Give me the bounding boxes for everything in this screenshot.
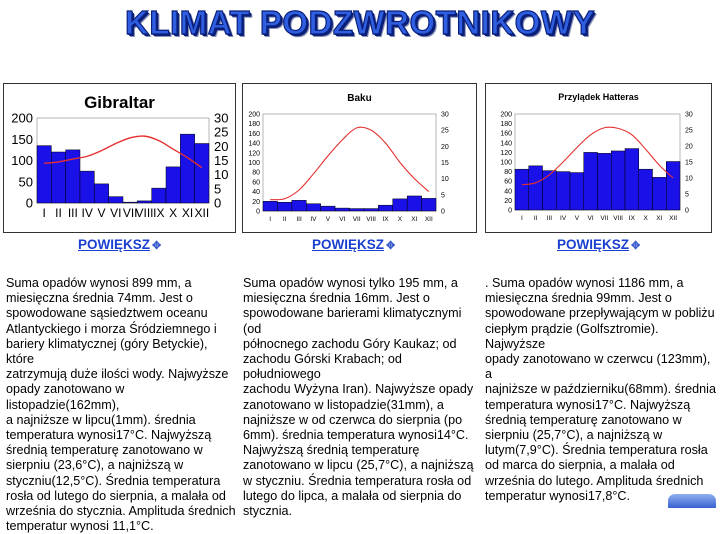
precip-bar — [570, 173, 584, 210]
description-line: lutym(7,9°C). Średnia temperatura rosła — [485, 443, 708, 458]
x-tick-label: III — [546, 215, 553, 222]
description-line: Atlantyckiego i morza Śródziemnego i — [6, 321, 217, 336]
left-tick-label: 0 — [25, 195, 33, 211]
description-line: średnią temperaturę zanotowano w — [485, 412, 682, 427]
description-line: Suma opadów wynosi tylko 195 mm, a — [243, 276, 458, 290]
left-tick-label: 140 — [500, 140, 512, 148]
left-tick-label: 60 — [252, 179, 260, 187]
description-line: miesięczna średnia 74mm. Jest o — [6, 291, 193, 306]
precip-bar — [378, 205, 392, 211]
precip-bar — [598, 153, 612, 210]
chart-title: Przylądek Hatteras — [558, 92, 639, 102]
temperature-line — [270, 127, 429, 200]
description-line: temperatur wynosi17,8°C. — [485, 488, 631, 503]
precip-bar — [364, 209, 378, 211]
page-title: KLIMAT PODZWROTNIKOWY — [125, 4, 595, 41]
precip-bar — [350, 209, 364, 211]
precip-bar — [152, 188, 166, 203]
x-tick-label: XII — [669, 215, 678, 222]
description-line: opady zanotowano w listopadzie(162mm), — [6, 382, 125, 412]
chart-svg — [486, 84, 711, 232]
right-tick-label: 10 — [685, 175, 693, 183]
description-line: sierpniu (23,6°C), a najniższą w — [6, 458, 184, 473]
x-tick-label: IX — [153, 206, 165, 220]
right-tick-label: 25 — [441, 127, 449, 135]
x-tick-label: V — [325, 216, 331, 223]
description-line: . Suma opadów wynosi 1186 mm, a — [485, 276, 684, 290]
description-line: temperatura wynosi17°C. Najwyższą — [6, 428, 212, 443]
precip-bar — [37, 146, 51, 203]
x-tick-label: VII — [600, 215, 609, 222]
x-tick-label: VI — [339, 216, 346, 223]
description-line: opady zanotowano w czerwcu (123mm), a — [485, 352, 711, 382]
description-line: sierpniu (25,7°C), a najniższą w — [485, 428, 663, 443]
x-tick-label: XII — [424, 216, 433, 223]
x-tick-label: IX — [382, 216, 389, 223]
precip-bar — [666, 162, 680, 210]
precip-bar — [306, 204, 320, 211]
x-tick-label: IV — [560, 215, 567, 222]
precip-bar — [195, 144, 209, 204]
right-tick-label: 15 — [214, 153, 229, 169]
zoom-link-label[interactable]: POWIĘKSZ — [312, 237, 385, 252]
right-tick-label: 20 — [441, 143, 449, 151]
magnifier-icon: ✥ — [386, 240, 396, 252]
description-line: spowodowane przepływającym w pobliżu — [485, 306, 715, 321]
x-tick-label: II — [282, 216, 287, 223]
precip-bar — [335, 208, 349, 211]
description-baku — [243, 276, 479, 519]
precip-bar — [123, 202, 137, 203]
right-tick-label: 0 — [441, 208, 445, 216]
chart-svg — [243, 84, 476, 232]
right-tick-label: 25 — [685, 127, 693, 135]
left-tick-label: 100 — [11, 153, 33, 169]
right-tick-label: 5 — [441, 192, 445, 200]
x-tick-label: X — [397, 216, 403, 223]
right-tick-label: 30 — [685, 111, 693, 119]
left-tick-label: 160 — [500, 130, 512, 138]
left-tick-label: 80 — [504, 169, 512, 177]
left-tick-label: 140 — [248, 140, 260, 148]
description-line: spowodowane sąsiedztwem oceanu — [6, 306, 208, 321]
x-tick-label: XI — [181, 206, 194, 220]
x-tick-label: II — [55, 206, 62, 220]
chart-title: Gibraltar — [84, 93, 155, 112]
precip-bar — [584, 152, 598, 210]
x-tick-label: XII — [194, 206, 210, 220]
zoom-link-baku[interactable] — [312, 237, 395, 252]
x-tick-label: I — [269, 216, 272, 223]
chart-title: Baku — [347, 93, 372, 104]
left-tick-label: 200 — [11, 110, 33, 126]
description-line: września do stycznia. Amplituda średnich — [6, 504, 236, 519]
x-tick-label: IV — [310, 216, 317, 223]
zoom-link-label[interactable]: POWIĘKSZ — [78, 237, 151, 252]
description-line: zatrzymują duże ilości wody. Najwyższe — [6, 367, 229, 382]
description-line: styczniu(12,5°C). Średnia temperatura — [6, 473, 221, 488]
x-tick-label: I — [42, 206, 46, 220]
precip-bar — [51, 152, 65, 203]
description-line: od marca do sierpnia, a malała od — [485, 458, 675, 473]
left-tick-label: 160 — [248, 130, 260, 138]
description-hatteras — [485, 276, 717, 504]
precip-bar — [292, 200, 306, 211]
description-line: miesięczna średnia 99mm. Jest o — [485, 291, 672, 306]
left-tick-label: 100 — [248, 159, 260, 167]
climate-chart-baku — [242, 83, 477, 233]
left-tick-label: 40 — [252, 189, 260, 197]
nav-button[interactable] — [668, 494, 716, 508]
description-line: najniższe w od czerwca do sierpnia (po — [243, 412, 463, 427]
left-tick-label: 120 — [500, 149, 512, 157]
x-tick-label: VIII — [135, 206, 154, 220]
x-tick-label: VII — [122, 206, 138, 220]
right-tick-label: 0 — [214, 195, 222, 211]
description-line: lutego do lipca, a malała od sierpnia do — [243, 488, 462, 503]
x-tick-label: III — [296, 216, 302, 223]
magnifier-icon: ✥ — [152, 240, 162, 252]
climate-chart-hatteras — [485, 83, 712, 233]
x-tick-label: V — [97, 206, 106, 220]
precip-bar — [94, 184, 108, 203]
precip-bar — [653, 177, 667, 210]
x-tick-label: X — [643, 215, 648, 222]
x-tick-label: VIII — [613, 215, 624, 222]
precip-bar — [625, 149, 639, 210]
right-tick-label: 20 — [685, 143, 693, 151]
description-line: północnego zachodu Góry Kaukaz; od — [243, 336, 457, 351]
description-line: 6mm). średnia temperatura wynosi14°C. — [243, 428, 469, 443]
precip-bar — [639, 169, 653, 210]
description-line: a najniższe w lipcu(1mm). średnia — [6, 412, 196, 427]
x-tick-label: V — [574, 215, 580, 222]
description-line: w styczniu. Średnia temperatura rosła od — [243, 473, 472, 488]
x-tick-label: XI — [411, 216, 418, 223]
left-tick-label: 20 — [504, 197, 512, 205]
x-tick-label: X — [169, 206, 178, 220]
x-tick-label: I — [520, 215, 523, 222]
right-tick-label: 0 — [685, 207, 689, 215]
description-line: spowodowane barierami klimatycznymi (od — [243, 306, 462, 336]
left-tick-label: 60 — [504, 178, 512, 186]
left-tick-label: 180 — [248, 121, 260, 129]
zoom-link-gibraltar[interactable] — [78, 237, 161, 252]
left-tick-label: 0 — [508, 207, 512, 215]
precip-bar — [277, 202, 291, 211]
x-tick-label: IX — [628, 215, 635, 222]
description-line: zanotowano w lipcu (25,7°C), a najniższą — [243, 458, 474, 473]
description-line: miesięczna średnia 16mm. Jest o — [243, 291, 430, 306]
right-tick-label: 5 — [214, 181, 222, 197]
precip-bar — [80, 171, 94, 203]
left-tick-label: 50 — [18, 174, 33, 190]
x-tick-label: VIII — [366, 216, 377, 223]
x-tick-label: VI — [587, 215, 594, 222]
right-tick-label: 15 — [685, 159, 693, 167]
x-tick-label: II — [533, 215, 538, 222]
x-tick-label: XI — [656, 215, 663, 222]
description-line: bariery klimatycznej (góry Betyckie), które — [6, 336, 208, 367]
right-tick-label: 15 — [441, 159, 449, 167]
left-tick-label: 100 — [500, 159, 512, 167]
precip-bar — [422, 198, 436, 211]
description-line: najniższe w październiku(68mm). średnia — [485, 382, 716, 397]
description-line: września do lutego. Amplituda średnich — [485, 473, 704, 488]
description-line: temperatura wynosi17°C. Najwyższą — [485, 397, 691, 412]
description-line: Najwyższą średnią temperaturę — [243, 443, 420, 458]
precip-bar — [137, 201, 151, 203]
precip-bar — [407, 196, 421, 211]
magnifier-icon: ✥ — [631, 240, 641, 252]
precip-bar — [556, 172, 570, 210]
description-line: zachodu Górski Krabach; od południowego — [243, 352, 402, 382]
chart-svg — [4, 84, 235, 232]
climate-chart-gibraltar — [3, 83, 236, 233]
left-tick-label: 80 — [252, 169, 260, 177]
left-tick-label: 180 — [500, 121, 512, 129]
description-gibraltar — [6, 276, 238, 534]
right-tick-label: 25 — [214, 124, 229, 140]
left-tick-label: 200 — [248, 111, 260, 119]
description-line: stycznia. — [243, 504, 292, 519]
precip-bar — [180, 134, 194, 203]
precip-bar — [529, 166, 543, 210]
right-tick-label: 30 — [441, 111, 449, 119]
precip-bar — [393, 199, 407, 211]
description-line: rosła od lutego do sierpnia, a malała od — [6, 488, 226, 503]
precip-bar — [321, 206, 335, 211]
left-tick-label: 0 — [256, 208, 260, 216]
left-tick-label: 200 — [500, 111, 512, 119]
left-tick-label: 150 — [11, 131, 33, 147]
zoom-link-label[interactable]: POWIĘKSZ — [557, 237, 630, 252]
description-line: średnią temperaturę zanotowano w — [6, 443, 203, 458]
left-tick-label: 120 — [248, 150, 260, 158]
precip-bar — [611, 151, 625, 210]
precip-bar — [263, 201, 277, 211]
precip-bar — [543, 171, 557, 210]
x-tick-label: III — [67, 206, 78, 220]
right-tick-label: 20 — [214, 138, 229, 154]
x-tick-label: VI — [110, 206, 122, 220]
description-line: Suma opadów wynosi 899 mm, a — [6, 276, 192, 290]
description-line: zanotowano w listopadzie(31mm), a — [243, 397, 444, 412]
precip-bar — [109, 197, 123, 203]
left-tick-label: 20 — [252, 198, 260, 206]
description-line: ciepłym prądzie (Golfsztromie). Najwyższe — [485, 321, 659, 351]
description-line: zachodu Wyżyna Iran). Najwyższe opady — [243, 382, 474, 397]
x-tick-label: VII — [352, 216, 361, 223]
right-tick-label: 5 — [685, 191, 689, 199]
description-line: temperatur wynosi 11,1°C. — [6, 519, 154, 534]
right-tick-label: 10 — [441, 176, 449, 184]
zoom-link-hatteras[interactable] — [557, 237, 640, 252]
left-tick-label: 40 — [504, 188, 512, 196]
precip-bar — [515, 169, 529, 210]
right-tick-label: 10 — [214, 167, 229, 183]
x-tick-label: IV — [81, 206, 93, 220]
precip-bar — [166, 167, 180, 203]
right-tick-label: 30 — [214, 110, 229, 126]
